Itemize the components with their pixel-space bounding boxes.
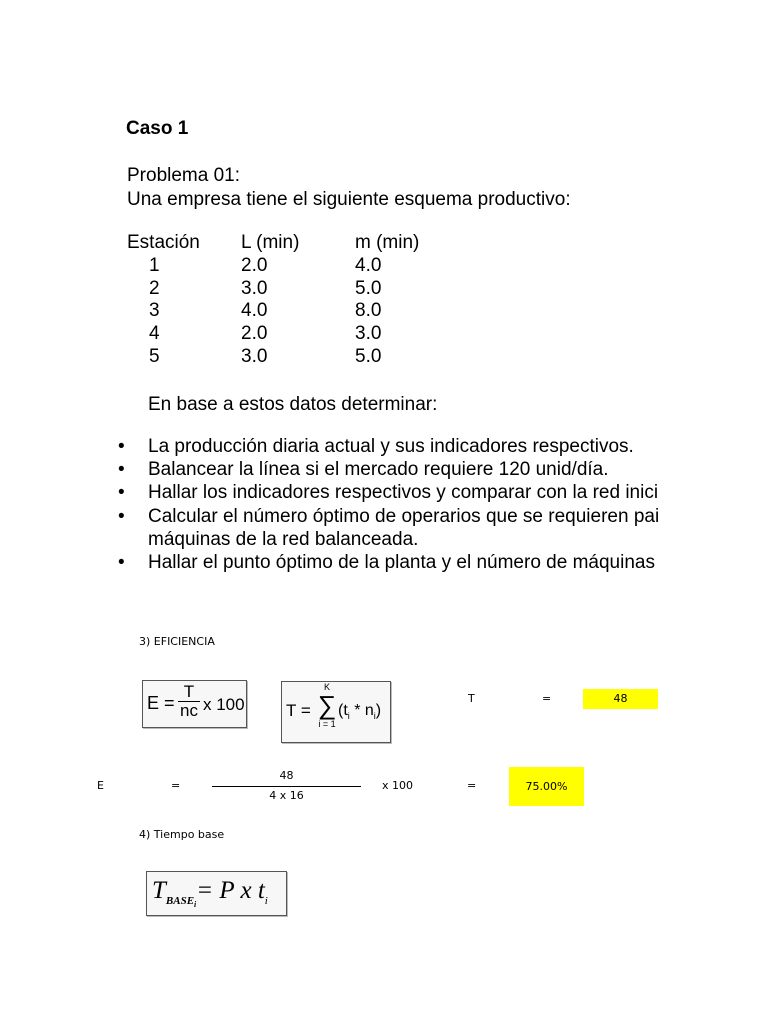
- formula-t-image: [281, 681, 391, 743]
- table-cell: 2: [149, 277, 160, 299]
- formula-e-image: [142, 680, 247, 728]
- table-cell: 2.0: [241, 323, 268, 345]
- table-cell: 5.0: [355, 345, 382, 367]
- list-item: [118, 505, 660, 528]
- list-item-continuation: [118, 528, 660, 551]
- formula-e-tail: x 100: [203, 695, 245, 714]
- bullet-spacer: [118, 528, 148, 551]
- formula-e-fraction: [178, 683, 200, 720]
- task-list: [118, 435, 660, 574]
- t-value-cell: 48: [583, 689, 658, 709]
- list-item-text: Hallar el punto óptimo de la planta y el número de máquinas: [148, 552, 655, 574]
- e-label: E: [97, 779, 104, 792]
- table-cell: 3.0: [241, 277, 268, 299]
- section-heading-eficiencia: 3) EFICIENCIA: [139, 635, 215, 648]
- e-equals-result: =: [467, 779, 477, 792]
- formula-e-den: nc: [178, 701, 200, 720]
- table-cell: 5: [149, 345, 160, 367]
- bullet-icon: •: [118, 482, 125, 504]
- lead-text: En base a estos datos determinar:: [148, 394, 438, 415]
- e-numerator: 48: [279, 769, 294, 782]
- table-cell: 4.0: [355, 254, 382, 276]
- formula-t-body: $(t_i * n_i)$: [338, 702, 382, 722]
- t-label: T: [468, 692, 475, 705]
- formula-t-lhs: T =: [286, 701, 311, 720]
- formula-tbase: $T_{BASE_i}= P$ x $t_i$: [152, 877, 268, 910]
- table-header-row: [127, 232, 469, 255]
- bullet-icon: •: [118, 552, 125, 574]
- list-item-text: Calcular el número óptimo de operarios que se requieren pai: [148, 505, 660, 527]
- formula-t-sigma: K ∑ i = 1: [317, 682, 337, 729]
- table-cell: 3: [149, 300, 160, 322]
- formula-e-lhs: E =: [147, 693, 175, 713]
- table-row: [127, 300, 469, 323]
- list-item-text: La producción diaria actual y sus indicadores respectivos.: [148, 436, 634, 457]
- list-item: [118, 481, 660, 504]
- table-header-cell: L (min): [241, 232, 300, 253]
- e-denominator: 4 x 16: [269, 789, 304, 802]
- list-item-text: máquinas de la red balanceada.: [148, 528, 419, 550]
- table-cell: 4: [149, 323, 160, 345]
- bullet-icon: •: [118, 436, 125, 457]
- list-item: [118, 435, 660, 458]
- list-item-text: Hallar los indicadores respectivos y comparar con la red inici: [148, 482, 659, 504]
- list-item-text: Balancear la línea si el mercado requiere 120 unid/día.: [148, 459, 609, 481]
- table-cell: 5.0: [355, 277, 382, 299]
- table-row: [127, 323, 469, 346]
- table-row: [127, 278, 469, 301]
- list-item: [118, 458, 660, 481]
- section-heading-tiempo-base: 4) Tiempo base: [139, 828, 225, 841]
- e-value-cell: 75.00%: [509, 767, 584, 806]
- bullet-icon: •: [118, 459, 125, 481]
- e-fraction-line: [212, 786, 361, 787]
- table-row: [127, 346, 469, 369]
- problem-intro: Una empresa tiene el siguiente esquema productivo:: [127, 189, 571, 210]
- station-table: [127, 232, 469, 369]
- e-equals: =: [171, 779, 181, 792]
- problem-title: Problema 01:: [127, 165, 241, 186]
- table-row: [127, 255, 469, 278]
- list-item: [118, 551, 660, 574]
- e-multiplier: x 100: [382, 779, 414, 792]
- t-equals: =: [542, 692, 552, 705]
- table-cell: 3.0: [241, 345, 268, 367]
- formula-tbase-image: [146, 871, 287, 916]
- table-cell: 8.0: [355, 300, 382, 322]
- table-header-cell: m (min): [355, 232, 420, 253]
- bullet-icon: •: [118, 505, 125, 527]
- formula-e-num: T: [183, 682, 195, 701]
- table-cell: 2.0: [241, 254, 268, 276]
- table-cell: 4.0: [241, 300, 268, 322]
- table-cell: 3.0: [355, 323, 382, 345]
- case-title: Caso 1: [126, 118, 189, 139]
- table-header-cell: Estación: [127, 232, 200, 253]
- table-cell: 1: [149, 254, 160, 276]
